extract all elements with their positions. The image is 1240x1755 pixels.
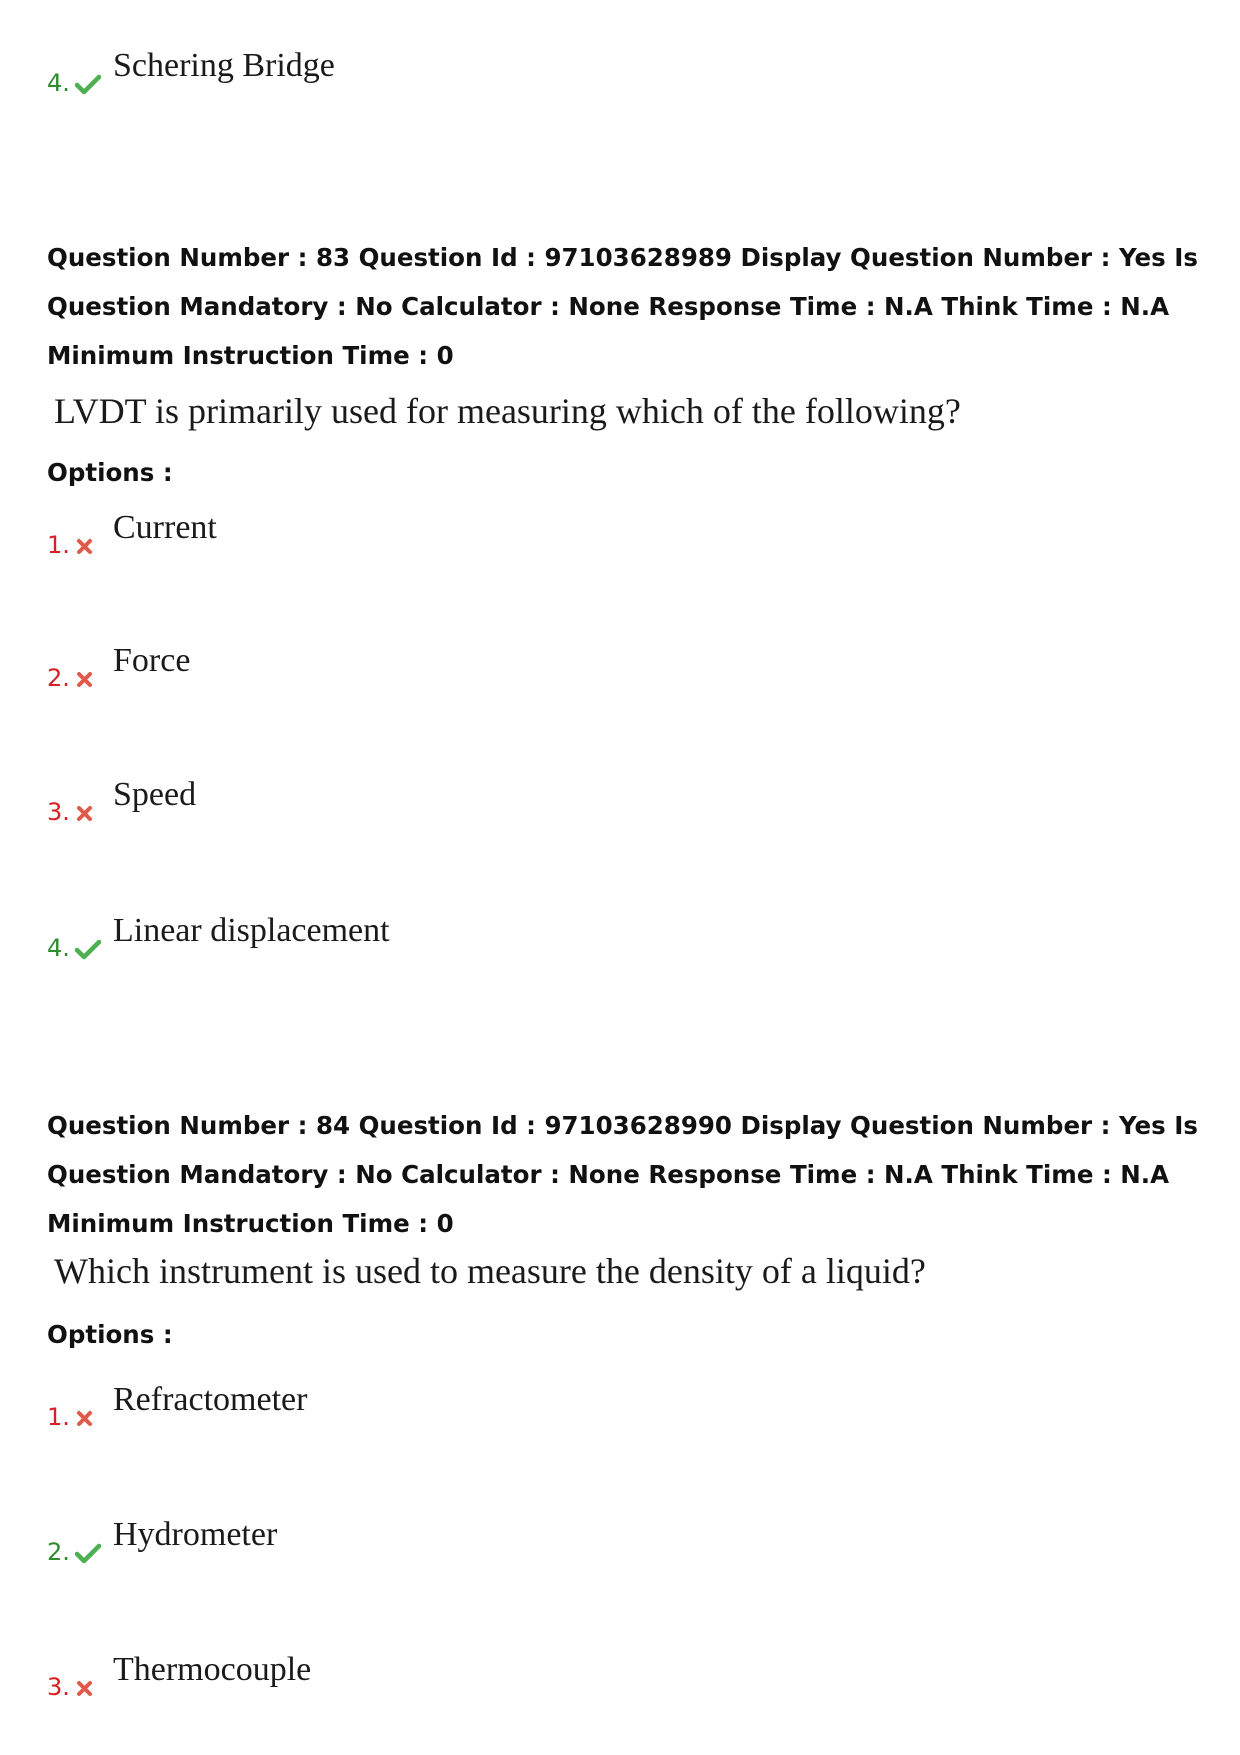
option-text: Force [113,642,191,679]
option-number: 1. [47,531,70,559]
options-label: Options : [47,1320,173,1349]
option-row [47,774,196,824]
option-number: 4. [47,69,70,97]
option-text: Speed [113,776,197,813]
option-text: Refractometer [113,1381,308,1418]
option-number: 2. [47,1538,70,1566]
option-row [47,640,190,690]
cross-icon [75,1675,105,1699]
cross-icon [75,666,105,690]
option-number: 4. [47,934,70,962]
checkmark-icon [75,1540,105,1564]
question-text: LVDT is primarily used for measuring which of the following? [54,391,961,431]
option-number: 1. [47,1403,70,1431]
cross-icon [75,800,105,824]
question-meta: Question Number : 83 Question Id : 97103628989 Display Question Number : Yes Is Question Mandatory : No Calculator : None Response Time : N.A Think Time : N.A Minimum Instruction Time : 0 [47,243,1198,370]
option-row [47,1649,311,1699]
option-row [47,1514,277,1564]
option-row [47,1379,307,1429]
checkmark-icon [75,936,105,960]
option-text: Linear displacement [113,912,390,949]
option-number: 3. [47,1673,70,1701]
question-text: Which instrument is used to measure the density of a liquid? [54,1251,926,1291]
cross-icon [75,533,105,557]
option-row [47,507,217,557]
option-row [47,45,335,95]
option-text: Thermocouple [113,1651,312,1688]
option-text: Current [113,509,217,546]
option-text: Hydrometer [113,1516,278,1553]
option-row [47,910,390,960]
option-number: 3. [47,798,70,826]
checkmark-icon [75,71,105,95]
question-meta: Question Number : 84 Question Id : 97103628990 Display Question Number : Yes Is Question Mandatory : No Calculator : None Response Time : N.A Think Time : N.A Minimum Instruction Time : 0 [47,1111,1198,1238]
options-label: Options : [47,458,173,487]
cross-icon [75,1405,105,1429]
option-text: Schering Bridge [113,47,335,84]
option-number: 2. [47,664,70,692]
